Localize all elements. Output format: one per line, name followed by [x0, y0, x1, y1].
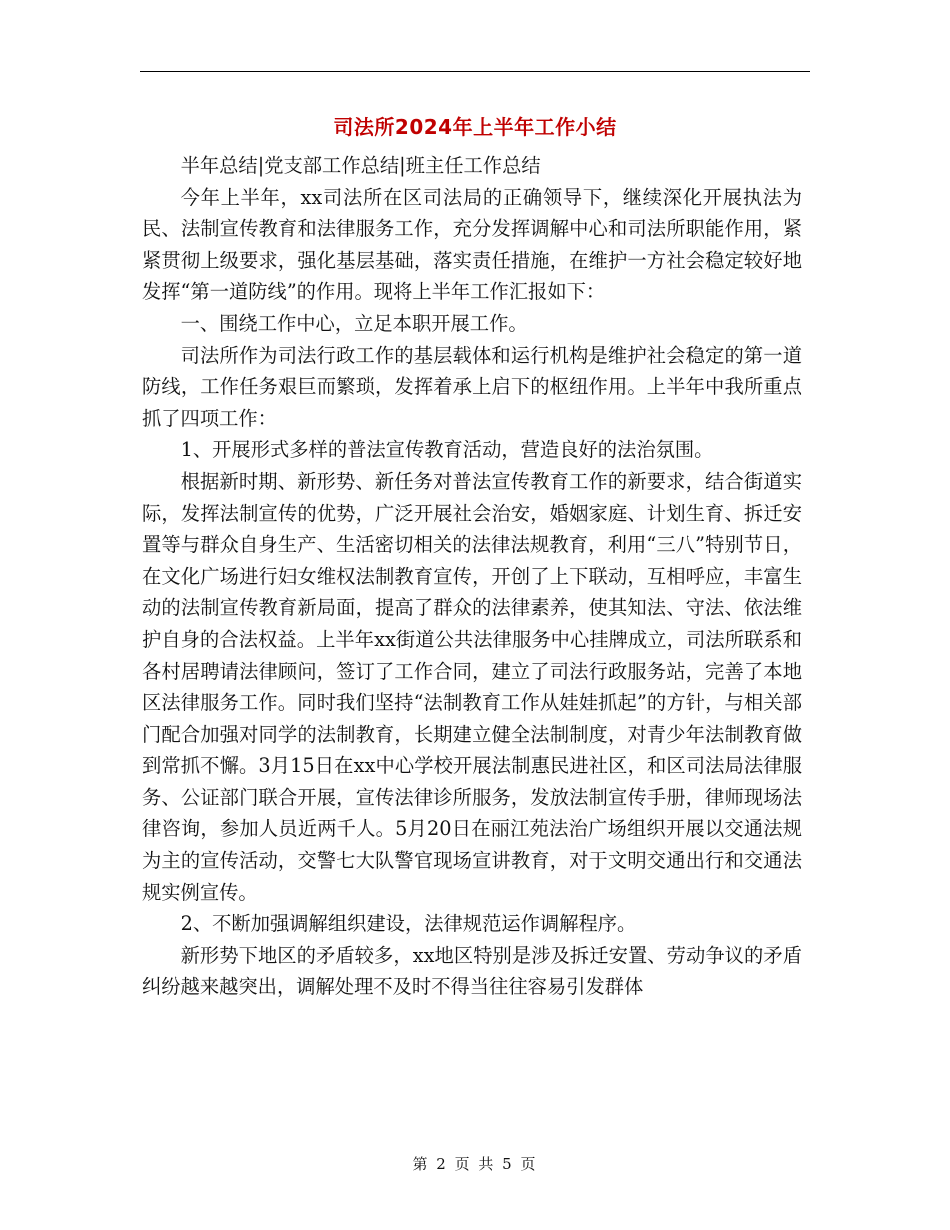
section-heading-1: 一、围绕工作中心，立足本职开展工作。	[180, 311, 528, 335]
paragraph-tags: 半年总结|党支部工作总结|班主任工作总结	[180, 154, 541, 177]
subheading-2: 2、不断加强调解组织建设，法律规范运作调解程序。	[180, 912, 637, 936]
subheading-1: 1、开展形式多样的普法宣传教育活动，营造良好的法治氛围。	[180, 438, 714, 462]
paragraph-publicity: 根据新时期、新形势、新任务对普法宣传教育工作的新要求，结合街道实际，发挥法制宣传的优势，广泛开展社会治安，婚姻家庭、计划生育、拆迁安置等与群众自身生产、生活密切相关的法律法规教育，利用“三八”特别节日，在文化广场进行妇女维权法制教育宣传，开创了上下联动，互相呼应，丰富生动的法制宣传教育新局面，提高了群众的法律素养，使其知法、守法、依法维护自身的合法权益。上半年xx街道公共法律服务中心挂牌成立，司法所联系和各村居聘请法律顾问，签订了工作合同，建立了司法行政服务站，完善了本地区法律服务工作。同时我们坚持“法制教育工作从娃娃抓起”的方针，与相关部门配合加强对同学的法制教育，长期建立健全法制制度，对青少年法制教育做到常抓不懈。3月15日在xx中心学校开展法制惠民进社区，和区司法局法律服务、公证部门联合开展，宣传法律诊所服务，发放法制宣传手册，律师现场法律咨询，参加人员近两千人。5月20日在丽江苑法治广场组织开展以交通法规为主的宣传活动，交警七大队警官现场宣讲教育，对于文明交通出行和交通法规实例宣传。	[142, 469, 802, 904]
paragraph-intro: 今年上半年，xx司法所在区司法局的正确领导下，继续深化开展执法为民、法制宣传教育和法律服务工作，充分发挥调解中心和司法所职能作用，紧紧贯彻上级要求，强化基层基础，落实责任措施，在维护一方社会稳定较好地发挥“第一道防线”的作用。现将上半年工作汇报如下：	[142, 185, 802, 304]
paragraph-mediation: 新形势下地区的矛盾较多，xx地区特别是涉及拆迁安置、劳动争议的矛盾纠纷越来越突出，调解处理不及时不得当往往容易引发群体	[142, 943, 802, 999]
document-title: 司法所2024年上半年工作小结	[333, 115, 617, 139]
document-body	[142, 150, 802, 1003]
header-rule	[140, 71, 810, 72]
paragraph-section-1: 司法所作为司法行政工作的基层载体和运行机构是维护社会稳定的第一道防线，工作任务艰巨而繁琐，发挥着承上启下的枢纽作用。上半年中我所重点抓了四项工作：	[142, 343, 802, 430]
page-footer: 第 2 页 共 5 页	[412, 1155, 538, 1173]
